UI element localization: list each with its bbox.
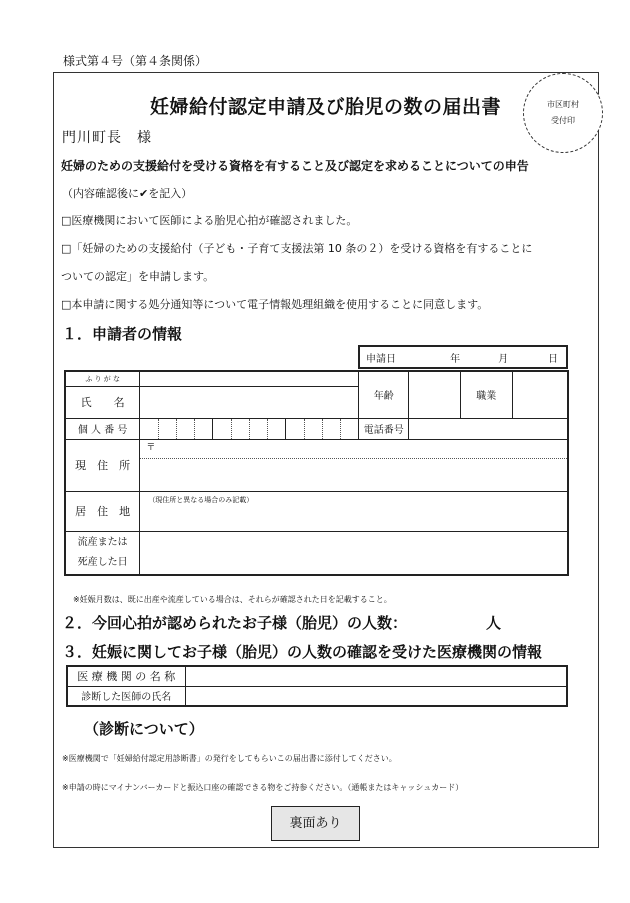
phone-field[interactable] — [409, 418, 568, 439]
medical-table — [66, 665, 568, 707]
loss-date-label — [65, 531, 140, 575]
checkbox-heartbeat[interactable]: □医療機関において医師による胎児心拍が確認されました。 — [61, 214, 358, 227]
note-diagnosis-certificate: ※医療機関で「妊婦給付認定用診断書」の発行をしてもらいこの届出書に添付してください。 — [62, 754, 397, 763]
section-1-heading: １．申請者の情報 — [62, 325, 183, 343]
applicant-table — [64, 370, 569, 576]
diagnosis-heading: （診断について） — [84, 720, 204, 738]
age-label: 年齢 — [359, 371, 409, 418]
application-date-table — [358, 345, 568, 369]
phone-label: 電話番号 — [359, 418, 409, 439]
date-month[interactable]: 月 — [498, 353, 509, 365]
reception-stamp-area — [523, 73, 603, 153]
section-2-unit: 人 — [486, 614, 502, 632]
job-label: 職業 — [460, 371, 512, 418]
checkbox-eligibility-cont: ついての認定」を申請します。 — [61, 270, 215, 283]
residence-label: 居 住 地 — [65, 491, 140, 531]
pregnancy-note: ※妊娠月数は、既に出産や流産している場合は、それらが確認された日を記載すること。 — [73, 595, 392, 604]
check-instruction: （内容確認後に✔を記入） — [62, 187, 193, 200]
furigana-label: ふ り が な — [65, 371, 140, 386]
age-field[interactable] — [409, 371, 461, 418]
my-number-field[interactable] — [140, 418, 359, 439]
reverse-side-button[interactable]: 裏面あり — [271, 806, 360, 841]
page-title: 妊婦給付認定申請及び胎児の数の届出書 — [150, 96, 502, 118]
job-field[interactable] — [512, 371, 568, 418]
note-bring-documents: ※申請の時にマイナンバーカードと振込口座の確認できる物をご持参ください。（通帳またはキャッシュカード） — [62, 783, 464, 792]
addressee: 門川町長 様 — [62, 130, 152, 146]
doctor-label: 診断した医師の氏名 — [67, 686, 185, 706]
checkbox-eligibility[interactable]: □「妊婦のための支援給付（子ども・子育て支援法第 10 条の２）を受ける資格を有することに — [61, 242, 533, 255]
residence-field[interactable] — [140, 491, 568, 531]
stamp-label-2: 受付印 — [551, 116, 575, 125]
my-number-boxes — [140, 419, 358, 439]
date-year[interactable]: 年 — [450, 353, 461, 365]
section-2-heading: ２．今回心拍が認められたお子様（胎児）の人数： — [62, 614, 408, 632]
loss-date-field[interactable] — [140, 531, 568, 575]
date-day[interactable]: 日 — [548, 353, 558, 365]
residence-note: （現住所と異なる場合のみ記載） — [148, 495, 254, 504]
name-label: 氏 名 — [65, 386, 140, 418]
furigana-field[interactable] — [140, 371, 359, 386]
name-field[interactable] — [140, 386, 359, 418]
loss-date-label-2: 死産した日 — [77, 556, 128, 568]
form-number: 様式第４号（第４条関係） — [63, 54, 208, 68]
my-number-label: 個 人 番 号 — [65, 418, 140, 439]
address-field[interactable] — [140, 439, 568, 491]
date-label: 申請日 — [366, 353, 396, 365]
lead-statement: 妊婦のための支援給付を受ける資格を有すること及び認定を求めることについての申告 — [61, 159, 529, 173]
stamp-label-1: 市区町村 — [547, 100, 579, 109]
loss-date-label-1: 流産または — [77, 536, 128, 548]
institution-label: 医 療 機 関 の 名 称 — [67, 666, 185, 686]
checkbox-electronic[interactable]: □本申請に関する処分通知等について電子情報処理組織を使用することに同意します。 — [61, 298, 489, 311]
section-3-heading: ３．妊娠に関してお子様（胎児）の人数の確認を受けた医療機関の情報 — [62, 643, 543, 661]
postal-mark: 〒 — [140, 440, 567, 459]
institution-field[interactable] — [185, 666, 567, 686]
doctor-field[interactable] — [185, 686, 567, 706]
address-label: 現 住 所 — [65, 439, 140, 491]
